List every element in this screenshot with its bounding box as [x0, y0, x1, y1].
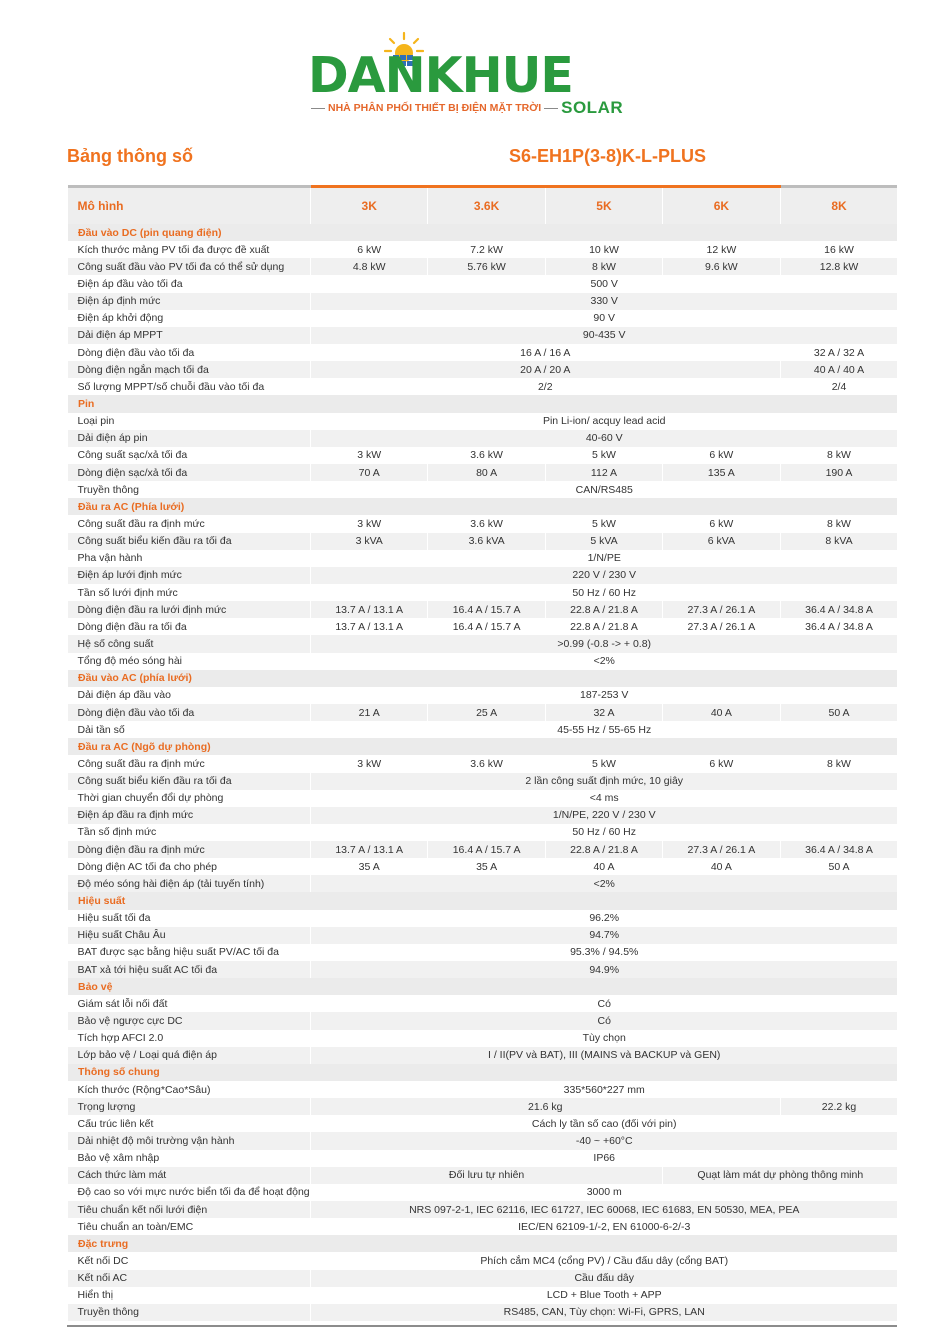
cell-value: 9.6 kW [663, 258, 780, 275]
table-row [68, 687, 898, 704]
cell-value: Có [311, 1012, 898, 1029]
cell-value: Pin Li-ion/ acquy lead acid [311, 413, 898, 430]
table-row [68, 1132, 898, 1149]
table-row [68, 1270, 898, 1287]
cell-value: 190 A [780, 464, 897, 481]
cell-value: 90 V [311, 310, 898, 327]
table-row [68, 533, 898, 550]
table-row [68, 1252, 898, 1269]
cell-value: 40 A [663, 704, 780, 721]
cell-value: 40-60 V [311, 430, 898, 447]
section-title: Thông số chung [68, 1064, 898, 1081]
row-label: Hiệu suất tối đa [68, 910, 311, 927]
spec-table-body [68, 187, 898, 1322]
table-row [68, 601, 898, 618]
table-row [68, 635, 898, 652]
cell-value: 35 A [428, 858, 545, 875]
row-label: Bảo vệ ngược cực DC [68, 1012, 311, 1029]
row-label: Công suất biểu kiến đầu ra tối đa [68, 773, 311, 790]
table-row [68, 961, 898, 978]
cell-value: 13.7 A / 13.1 A [311, 841, 428, 858]
row-label: Thời gian chuyển đổi dự phòng [68, 790, 311, 807]
cell-value: -40 ~ +60°C [311, 1132, 898, 1149]
cell-value: 6 kVA [663, 533, 780, 550]
table-row [68, 1304, 898, 1321]
cell-value: 36.4 A / 34.8 A [780, 601, 897, 618]
cell-value: 5 kVA [545, 533, 662, 550]
section-header [68, 395, 898, 412]
row-label: Truyền thông [68, 1304, 311, 1321]
section-header [68, 1235, 898, 1252]
cell-value: 32 A / 32 A [780, 344, 897, 361]
cell-value: 8 kW [780, 755, 897, 772]
table-row [68, 258, 898, 275]
cell-value: 7.2 kW [428, 241, 545, 258]
row-label: Tiêu chuẩn an toàn/EMC [68, 1218, 311, 1235]
header-model-label: Mô hình [68, 187, 311, 225]
header-model-5: 8K [780, 187, 897, 225]
table-row [68, 430, 898, 447]
table-row [68, 618, 898, 635]
cell-value: 21 A [311, 704, 428, 721]
cell-value: 13.7 A / 13.1 A [311, 618, 428, 635]
cell-value: 94.9% [311, 961, 898, 978]
cell-value: 70 A [311, 464, 428, 481]
section-title: Bảo vệ [68, 978, 898, 995]
section-title: Đầu ra AC (Phía lưới) [68, 498, 898, 515]
cell-value: 25 A [428, 704, 545, 721]
table-row [68, 275, 898, 292]
header-model-2: 3.6K [428, 187, 545, 225]
cell-value: <2% [311, 653, 898, 670]
section-title: Pin [68, 395, 898, 412]
cell-value: 220 V / 230 V [311, 567, 898, 584]
brand-tagline-row [308, 98, 650, 118]
table-row [68, 927, 898, 944]
table-row [68, 1081, 898, 1098]
row-label: Hiển thị [68, 1287, 311, 1304]
row-label: Số lượng MPPT/số chuỗi đầu vào tối đa [68, 378, 311, 395]
section-header [68, 1064, 898, 1081]
row-label: Tần số định mức [68, 824, 311, 841]
row-label: Độ méo sóng hài điện áp (tải tuyến tính) [68, 875, 311, 892]
cell-value: 22.8 A / 21.8 A [545, 618, 662, 635]
cell-value: 6 kW [311, 241, 428, 258]
row-label: Loại pin [68, 413, 311, 430]
brand-solar: SOLAR [561, 98, 624, 117]
row-label: Trọng lượng [68, 1098, 311, 1115]
row-label: Dòng điện đầu ra tối đa [68, 618, 311, 635]
cell-value: 5 kW [545, 755, 662, 772]
table-row [68, 944, 898, 961]
cell-value: 3.6 kW [428, 447, 545, 464]
header-model-3: 5K [545, 187, 662, 225]
cell-value: 16 A / 16 A [311, 344, 781, 361]
table-row [68, 567, 898, 584]
cell-value: 112 A [545, 464, 662, 481]
row-label: Dải điện áp MPPT [68, 327, 311, 344]
row-label: Tích hợp AFCI 2.0 [68, 1030, 311, 1047]
table-row [68, 413, 898, 430]
cell-value: I / II(PV và BAT), III (MAINS và BACKUP và GEN) [311, 1047, 898, 1064]
row-label: Kích thước mảng PV tối đa được đề xuất [68, 241, 311, 258]
section-title: Đặc trưng [68, 1235, 898, 1252]
row-label: Pha vận hành [68, 550, 311, 567]
table-row [68, 824, 898, 841]
table-row [68, 293, 898, 310]
cell-value: 16 kW [780, 241, 897, 258]
row-label: Kích thước (Rộng*Cao*Sâu) [68, 1081, 311, 1098]
header-model-1: 3K [311, 187, 428, 225]
cell-value: Cầu đấu dây [311, 1270, 898, 1287]
table-row [68, 807, 898, 824]
cell-value: <4 ms [311, 790, 898, 807]
row-label: Dải nhiệt độ môi trường vận hành [68, 1132, 311, 1149]
cell-value: 5 kW [545, 447, 662, 464]
table-row [68, 584, 898, 601]
cell-value: 3 kW [311, 755, 428, 772]
row-label: Công suất biểu kiến đầu ra tối đa [68, 533, 311, 550]
cell-value: 187-253 V [311, 687, 898, 704]
table-row [68, 1150, 898, 1167]
cell-value: 16.4 A / 15.7 A [428, 618, 545, 635]
table-row [68, 790, 898, 807]
section-title: Đầu ra AC (Ngõ dự phòng) [68, 738, 898, 755]
row-label: Điện áp lưới định mức [68, 567, 311, 584]
row-label: Dòng điện ngắn mạch tối đa [68, 361, 311, 378]
table-row [68, 1184, 898, 1201]
table-row [68, 704, 898, 721]
row-label: Hiệu suất Châu Âu [68, 927, 311, 944]
cell-value: Đối lưu tự nhiên [311, 1167, 663, 1184]
model-title: S6-EH1P(3-8)K-L-PLUS [509, 146, 707, 166]
section-header [68, 498, 898, 515]
cell-value: 50 Hz / 60 Hz [311, 584, 898, 601]
row-label: Công suất sạc/xả tối đa [68, 447, 311, 464]
cell-value: 96.2% [311, 910, 898, 927]
cell-value: Có [311, 995, 898, 1012]
cell-value: IP66 [311, 1150, 898, 1167]
cell-value: 2/4 [780, 378, 897, 395]
table-row [68, 721, 898, 738]
cell-value: 22.8 A / 21.8 A [545, 841, 662, 858]
section-title: Đầu vào DC (pin quang điện) [68, 224, 898, 241]
cell-value: LCD + Blue Tooth + APP [311, 1287, 898, 1304]
cell-value: 35 A [311, 858, 428, 875]
table-row [68, 841, 898, 858]
cell-value: 90-435 V [311, 327, 898, 344]
table-row [68, 378, 898, 395]
cell-value: 50 Hz / 60 Hz [311, 824, 898, 841]
cell-value: 8 kW [780, 447, 897, 464]
row-label: Dòng điện đầu ra định mức [68, 841, 311, 858]
table-row [68, 361, 898, 378]
cell-value: 27.3 A / 26.1 A [663, 841, 780, 858]
cell-value: 40 A [545, 858, 662, 875]
row-label: BAT được sạc bằng hiệu suất PV/AC tối đa [68, 944, 311, 961]
table-row [68, 481, 898, 498]
cell-value: 22.8 A / 21.8 A [545, 601, 662, 618]
cell-value: 3.6 kW [428, 515, 545, 532]
row-label: Kết nối AC [68, 1270, 311, 1287]
table-row [68, 1167, 898, 1184]
cell-value: 5 kW [545, 515, 662, 532]
brand-name-part1: DA [308, 47, 385, 104]
table-row [68, 995, 898, 1012]
row-label: Kết nối DC [68, 1252, 311, 1269]
cell-value: 10 kW [545, 241, 662, 258]
cell-value: 335*560*227 mm [311, 1081, 898, 1098]
row-label: Tần số lưới định mức [68, 584, 311, 601]
brand-name-part2: NKHUE [384, 47, 573, 104]
section-title: Hiệu suất [68, 892, 898, 909]
cell-value: 94.7% [311, 927, 898, 944]
cell-value: 32 A [545, 704, 662, 721]
cell-value: 27.3 A / 26.1 A [663, 601, 780, 618]
cell-value: IEC/EN 62109-1/-2, EN 61000-6-2/-3 [311, 1218, 898, 1235]
table-row [68, 447, 898, 464]
cell-value: 16.4 A / 15.7 A [428, 841, 545, 858]
table-row [68, 1012, 898, 1029]
table-header-row [68, 187, 898, 225]
cell-value: 22.2 kg [780, 1098, 897, 1115]
cell-value: 36.4 A / 34.8 A [780, 618, 897, 635]
row-label: Truyền thông [68, 481, 311, 498]
table-row [68, 344, 898, 361]
cell-value: 4.8 kW [311, 258, 428, 275]
cell-value: 50 A [780, 704, 897, 721]
row-label: Dòng điện đầu ra lưới định mức [68, 601, 311, 618]
cell-value: 6 kW [663, 447, 780, 464]
brand-name [308, 48, 573, 104]
row-label: Dòng điện đầu vào tối đa [68, 344, 311, 361]
spec-sheet-title: Bảng thông số [67, 146, 193, 166]
table-row [68, 327, 898, 344]
row-label: Dải tần số [68, 721, 311, 738]
table-row [68, 1030, 898, 1047]
table-row [68, 773, 898, 790]
table-row [68, 310, 898, 327]
cell-value: 12.8 kW [780, 258, 897, 275]
cell-value: 6 kW [663, 755, 780, 772]
table-row [68, 241, 898, 258]
cell-value: 36.4 A / 34.8 A [780, 841, 897, 858]
table-row [68, 755, 898, 772]
row-label: Cách thức làm mát [68, 1167, 311, 1184]
row-label: Cấu trúc liên kết [68, 1115, 311, 1132]
row-label: Công suất đầu vào PV tối đa có thể sử dụng [68, 258, 311, 275]
row-label: Hệ số công suất [68, 635, 311, 652]
cell-value: 3000 m [311, 1184, 898, 1201]
cell-value: Cách ly tần số cao (đối với pin) [311, 1115, 898, 1132]
cell-value: 13.7 A / 13.1 A [311, 601, 428, 618]
row-label: Điện áp khởi động [68, 310, 311, 327]
section-header [68, 978, 898, 995]
cell-value: 3 kW [311, 515, 428, 532]
table-row [68, 550, 898, 567]
cell-value: 135 A [663, 464, 780, 481]
table-row [68, 875, 898, 892]
table-row [68, 1047, 898, 1064]
row-label: Độ cao so với mực nước biển tối đa để hoạt động [68, 1184, 311, 1201]
cell-value: 2 lần công suất định mức, 10 giây [311, 773, 898, 790]
cell-value: 27.3 A / 26.1 A [663, 618, 780, 635]
cell-value: 1/N/PE [311, 550, 898, 567]
row-label: Dòng điện AC tối đa cho phép [68, 858, 311, 875]
cell-value: 40 A [663, 858, 780, 875]
table-row [68, 1115, 898, 1132]
row-label: Điện áp định mức [68, 293, 311, 310]
cell-value: 500 V [311, 275, 898, 292]
cell-value: <2% [311, 875, 898, 892]
cell-value: 95.3% / 94.5% [311, 944, 898, 961]
section-header [68, 892, 898, 909]
table-bottom-rule [67, 1325, 897, 1327]
row-label: Công suất đầu ra định mức [68, 515, 311, 532]
brand-tagline: NHÀ PHÂN PHỐI THIẾT BỊ ĐIỆN MẶT TRỜI [328, 102, 542, 114]
section-header [68, 670, 898, 687]
table-row [68, 858, 898, 875]
cell-value: 21.6 kg [311, 1098, 781, 1115]
row-label: BAT xả tới hiệu suất AC tối đa [68, 961, 311, 978]
row-label: Giám sát lỗi nối đất [68, 995, 311, 1012]
cell-value: Quạt làm mát dự phòng thông minh [663, 1167, 898, 1184]
table-row [68, 1287, 898, 1304]
header-model-4: 6K [663, 187, 780, 225]
table-row [68, 910, 898, 927]
section-header [68, 738, 898, 755]
row-label: Dòng điện đầu vào tối đa [68, 704, 311, 721]
row-label: Tổng độ méo sóng hài [68, 653, 311, 670]
table-row [68, 464, 898, 481]
cell-value: 1/N/PE, 220 V / 230 V [311, 807, 898, 824]
cell-value: 50 A [780, 858, 897, 875]
table-row [68, 653, 898, 670]
section-header [68, 224, 898, 241]
row-label: Dải điện áp pin [68, 430, 311, 447]
cell-value: 8 kW [545, 258, 662, 275]
cell-value: 16.4 A / 15.7 A [428, 601, 545, 618]
cell-value: 40 A / 40 A [780, 361, 897, 378]
row-label: Công suất đầu ra định mức [68, 755, 311, 772]
cell-value: 6 kW [663, 515, 780, 532]
row-label: Lớp bảo vệ / Loại quá điện áp [68, 1047, 311, 1064]
cell-value: 45-55 Hz / 55-65 Hz [311, 721, 898, 738]
cell-value: NRS 097-2-1, IEC 62116, IEC 61727, IEC 60068, IEC 61683, EN 50530, MEA, PEA [311, 1201, 898, 1218]
row-label: Bảo vệ xâm nhập [68, 1150, 311, 1167]
cell-value: CAN/RS485 [311, 481, 898, 498]
table-row [68, 515, 898, 532]
table-row [68, 1201, 898, 1218]
cell-value: 80 A [428, 464, 545, 481]
tagline-divider [311, 108, 325, 109]
cell-value: Phích cắm MC4 (cổng PV) / Cầu đấu dây (cổng BAT) [311, 1252, 898, 1269]
cell-value: 5.76 kW [428, 258, 545, 275]
cell-value: >0.99 (-0.8 -> + 0.8) [311, 635, 898, 652]
cell-value: 3.6 kVA [428, 533, 545, 550]
tagline-divider [544, 108, 558, 109]
cell-value: 3.6 kW [428, 755, 545, 772]
cell-value: 8 kVA [780, 533, 897, 550]
table-row [68, 1218, 898, 1235]
row-label: Điện áp đầu ra định mức [68, 807, 311, 824]
cell-value: 330 V [311, 293, 898, 310]
cell-value: 3 kVA [311, 533, 428, 550]
cell-value: Tùy chọn [311, 1030, 898, 1047]
cell-value: 12 kW [663, 241, 780, 258]
spec-table [67, 185, 897, 1321]
cell-value: 3 kW [311, 447, 428, 464]
row-label: Dải điện áp đầu vào [68, 687, 311, 704]
brand-logo [300, 28, 650, 123]
row-label: Dòng điện sạc/xả tối đa [68, 464, 311, 481]
row-label: Tiêu chuẩn kết nối lưới điện [68, 1201, 311, 1218]
section-title: Đầu vào AC (phía lưới) [68, 670, 898, 687]
cell-value: 8 kW [780, 515, 897, 532]
cell-value: 2/2 [311, 378, 781, 395]
table-row [68, 1098, 898, 1115]
cell-value: RS485, CAN, Tùy chọn: Wi-Fi, GPRS, LAN [311, 1304, 898, 1321]
cell-value: 20 A / 20 A [311, 361, 781, 378]
row-label: Điện áp đầu vào tối đa [68, 275, 311, 292]
